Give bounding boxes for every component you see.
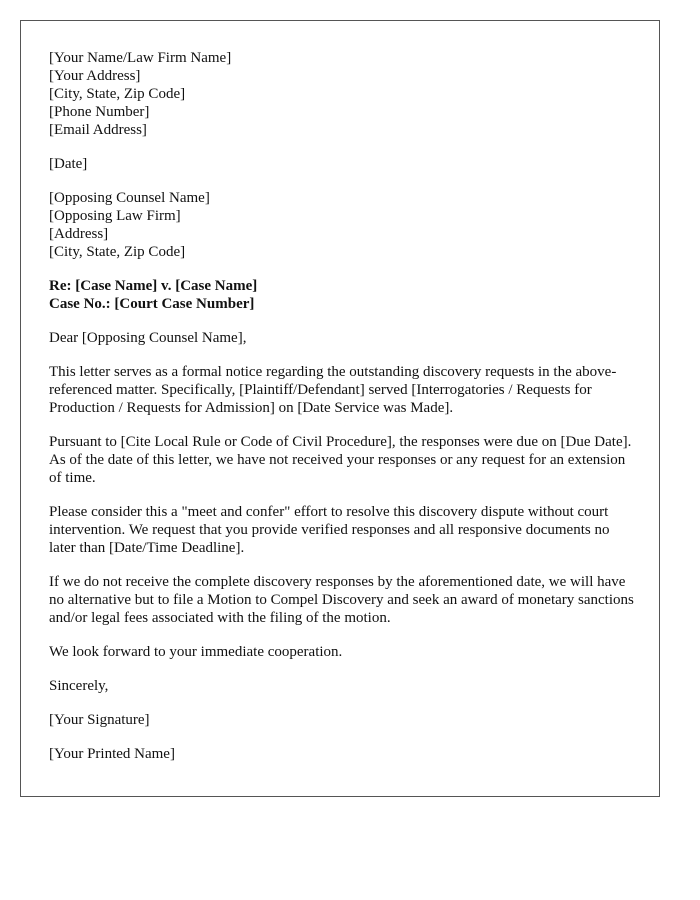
printed-name: [Your Printed Name] <box>49 746 175 762</box>
case-number-line: Case No.: [Court Case Number] <box>49 296 255 312</box>
recipient-block <box>49 189 639 261</box>
re-block <box>49 277 639 313</box>
letter-date: [Date] <box>49 156 88 172</box>
letter-page <box>20 20 660 797</box>
paragraph-cooperation: We look forward to your immediate cooperation. <box>49 644 343 660</box>
salutation: Dear [Opposing Counsel Name], <box>49 330 247 346</box>
recipient-city-state-zip: [City, State, Zip Code] <box>49 244 186 260</box>
sender-phone: [Phone Number] <box>49 104 150 120</box>
sender-address: [Your Address] <box>49 68 141 84</box>
paragraph-motion-to-compel: If we do not receive the complete discovery responses by the aforementioned date, we will have no alternative but to file a Motion to Compel Discovery and seek an award of monetary sanctions and/or legal fees associated with the filing of the motion. <box>49 574 634 626</box>
recipient-address: [Address] <box>49 226 109 242</box>
closing: Sincerely, <box>49 678 109 694</box>
paragraph-meet-and-confer: Please consider this a "meet and confer" effort to resolve this discovery dispute without court intervention. We request that you provide verified responses and all responsive documents no later than [Date/Time Deadline]. <box>49 504 610 556</box>
letter-body <box>49 49 639 779</box>
sender-email: [Email Address] <box>49 122 147 138</box>
re-case-line: Re: [Case Name] v. [Case Name] <box>49 278 258 294</box>
sender-city-state-zip: [City, State, Zip Code] <box>49 86 186 102</box>
recipient-firm: [Opposing Law Firm] <box>49 208 181 224</box>
signature: [Your Signature] <box>49 712 150 728</box>
sender-name: [Your Name/Law Firm Name] <box>49 50 232 66</box>
sender-block <box>49 49 639 139</box>
recipient-name: [Opposing Counsel Name] <box>49 190 210 206</box>
date-block <box>49 155 639 173</box>
paragraph-notice: This letter serves as a formal notice regarding the outstanding discovery requests in the above-referenced matter. Specifically, [Plaintiff/Defendant] served [Interrogatories / Requests for Production / Requests for Admission] on [Date Service was Made]. <box>49 364 617 416</box>
paragraph-due-date: Pursuant to [Cite Local Rule or Code of Civil Procedure], the responses were due on [Due Date]. As of the date of this letter, we have not received your responses or any request for an extension of time. <box>49 434 632 486</box>
